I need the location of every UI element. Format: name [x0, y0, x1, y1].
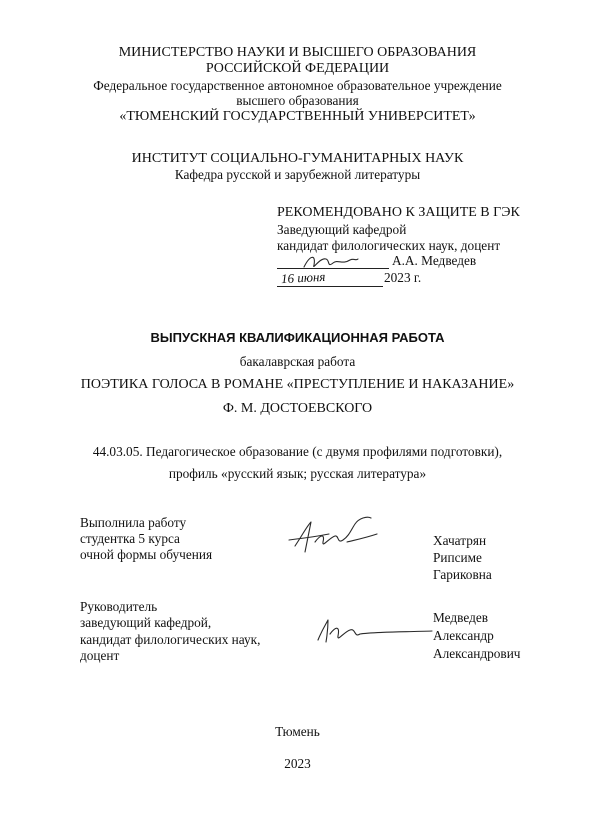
specialty-line-1: 44.03.05. Педагогическое образование (с двумя профилями подготовки),: [92, 444, 503, 459]
approval-year: 2023 г.: [384, 270, 422, 285]
supervisor-patronymic: Александрович: [433, 646, 521, 661]
work-level: бакалаврская работа: [239, 354, 356, 369]
ministry-line-1: МИНИСТЕРСТВО НАУКИ И ВЫСШЕГО ОБРАЗОВАНИЯ: [118, 45, 477, 60]
work-title-line-2: Ф. М. ДОСТОЕВСКОГО: [222, 401, 373, 416]
work-type: ВЫПУСКНАЯ КВАЛИФИКАЦИОННАЯ РАБОТА: [150, 330, 445, 345]
footer-year: 2023: [284, 756, 311, 771]
institution-type-line-1: Федеральное государственное автономное образовательное учреждение: [93, 78, 502, 93]
supervisor-label-3: кандидат филологических наук,: [80, 632, 261, 647]
student-patronymic: Гариковна: [433, 567, 492, 582]
institution-type-line-2: высшего образования: [236, 93, 359, 108]
approval-degree: кандидат филологических наук, доцент: [277, 238, 501, 253]
student-signature: [285, 512, 385, 560]
work-title-line-1: ПОЭТИКА ГОЛОСА В РОМАНЕ «ПРЕСТУПЛЕНИЕ И НАКАЗАНИЕ»: [80, 377, 515, 392]
approval-title: РЕКОМЕНДОВАНО К ЗАЩИТЕ В ГЭК: [277, 205, 520, 220]
ministry-line-2: РОССИЙСКОЙ ФЕДЕРАЦИИ: [205, 61, 390, 76]
supervisor-label-2: заведующий кафедрой,: [80, 615, 212, 630]
supervisor-surname: Медведев: [433, 610, 489, 625]
university-name: «ТЮМЕНСКИЙ ГОСУДАРСТВЕННЫЙ УНИВЕРСИТЕТ»: [119, 109, 476, 124]
supervisor-first-name: Александр: [433, 628, 494, 643]
department-name: Кафедра русской и зарубежной литературы: [174, 167, 421, 182]
approval-date-handwritten: 16 июня: [280, 268, 326, 287]
approval-role: Заведующий кафедрой: [277, 222, 407, 237]
student-surname: Хачатрян: [433, 533, 487, 548]
approval-name: А.А. Медведев: [392, 253, 477, 268]
student-label-3: очной формы обучения: [80, 547, 213, 562]
student-label-1: Выполнила работу: [80, 515, 187, 530]
student-label-2: студентка 5 курса: [80, 531, 180, 546]
supervisor-label-4: доцент: [80, 648, 120, 663]
supervisor-label-1: Руководитель: [80, 599, 158, 614]
student-first-name: Рипсиме: [433, 550, 482, 565]
specialty-line-2: профиль «русский язык; русская литература»: [168, 466, 427, 481]
supervisor-signature: [310, 612, 435, 648]
institute-name: ИНСТИТУТ СОЦИАЛЬНО-ГУМАНИТАРНЫХ НАУК: [131, 151, 464, 166]
footer-city: Тюмень: [275, 724, 320, 739]
